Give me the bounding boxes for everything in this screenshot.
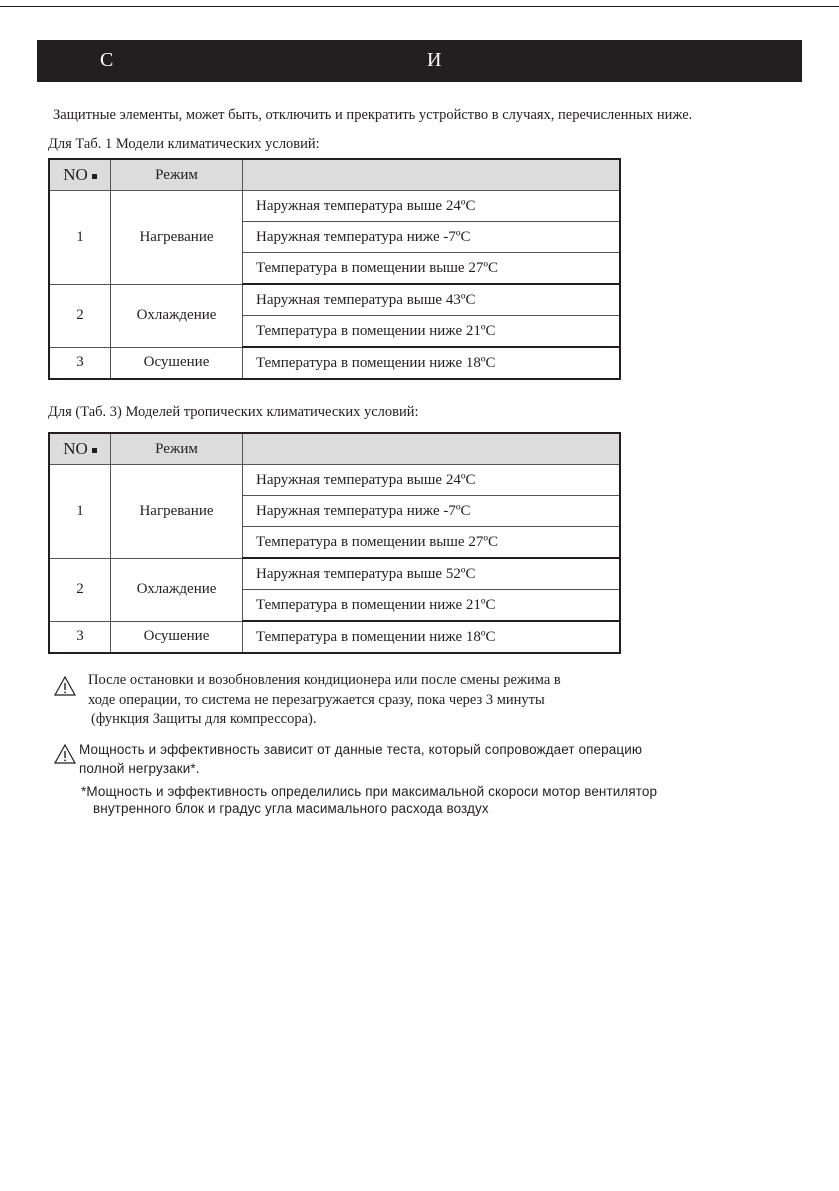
row-condition: Наружная температура выше 24ºC	[243, 191, 621, 222]
column-header-no: NO	[49, 159, 111, 191]
row-condition: Наружная температура выше 24ºC	[243, 465, 621, 496]
column-header-mode: Режим	[111, 159, 243, 191]
row-number: 3	[49, 347, 111, 379]
row-mode: Осушение	[111, 621, 243, 653]
protection-table-2	[48, 432, 621, 654]
square-bullet-icon	[92, 448, 97, 453]
footnote-line-2: внутренного блок и градус угла масимального расхода воздух	[93, 801, 489, 816]
note-1-line-2: ходе операции, то система не перезагружается сразу, пока через 3 минуты	[88, 692, 545, 708]
note-2-line-2: полной негрузаки*.	[79, 761, 200, 776]
warning-triangle-icon	[54, 744, 76, 764]
warning-triangle-icon	[54, 676, 76, 696]
row-mode: Нагревание	[111, 465, 243, 559]
row-mode: Осушение	[111, 347, 243, 379]
row-condition: Температура в помещении выше 27ºC	[243, 527, 621, 559]
note-1-line-3: (функция Защиты для компрессора).	[91, 711, 317, 727]
section-header-band	[37, 40, 802, 82]
row-number: 3	[49, 621, 111, 653]
header-left-char: С	[100, 49, 114, 71]
row-number: 2	[49, 558, 111, 621]
row-mode: Нагревание	[111, 191, 243, 285]
row-condition: Наружная температура ниже -7ºC	[243, 222, 621, 253]
row-condition: Температура в помещении ниже 18ºC	[243, 621, 621, 653]
table2-caption: Для (Таб. 3) Моделей тропических климатических условий:	[48, 404, 419, 420]
column-header-conditions	[243, 159, 621, 191]
row-mode: Охлаждение	[111, 558, 243, 621]
header-right-char: И	[427, 49, 442, 71]
column-header-no: NO	[49, 433, 111, 465]
column-header-mode: Режим	[111, 433, 243, 465]
table-row	[49, 191, 620, 222]
row-number: 1	[49, 191, 111, 285]
table-header-row	[49, 433, 620, 465]
note-2-line-1: Мощность и эффективность зависит от данные теста, который сопровождает операцию	[79, 742, 643, 757]
table-row	[49, 621, 620, 653]
row-condition: Температура в помещении выше 27ºC	[243, 253, 621, 285]
table-row	[49, 284, 620, 316]
row-condition: Наружная температура ниже -7ºC	[243, 496, 621, 527]
protection-table-1	[48, 158, 621, 380]
footnote-line-1: *Мощность и эффективность определились при максимальной скороси мотор вентилятор	[81, 784, 658, 799]
table1-caption: Для Таб. 1 Модели климатических условий:	[48, 136, 320, 152]
row-condition: Наружная температура выше 43ºC	[243, 284, 621, 316]
table-row	[49, 558, 620, 590]
table-header-row	[49, 159, 620, 191]
row-mode: Охлаждение	[111, 284, 243, 347]
square-bullet-icon	[92, 174, 97, 179]
row-condition: Наружная температура выше 52ºC	[243, 558, 621, 590]
row-number: 2	[49, 284, 111, 347]
top-rule	[0, 6, 839, 7]
row-condition: Температура в помещении ниже 18ºC	[243, 347, 621, 379]
row-condition: Температура в помещении ниже 21ºC	[243, 590, 621, 622]
intro-paragraph: Защитные элементы, может быть, отключить и прекратить устройство в случаях, перечисленных ниже.	[53, 107, 693, 123]
table-row	[49, 465, 620, 496]
table-row	[49, 347, 620, 379]
row-condition: Температура в помещении ниже 21ºC	[243, 316, 621, 348]
note-1-line-1: После остановки и возобновления кондиционера или после смены режима в	[88, 672, 561, 688]
column-header-conditions	[243, 433, 621, 465]
row-number: 1	[49, 465, 111, 559]
